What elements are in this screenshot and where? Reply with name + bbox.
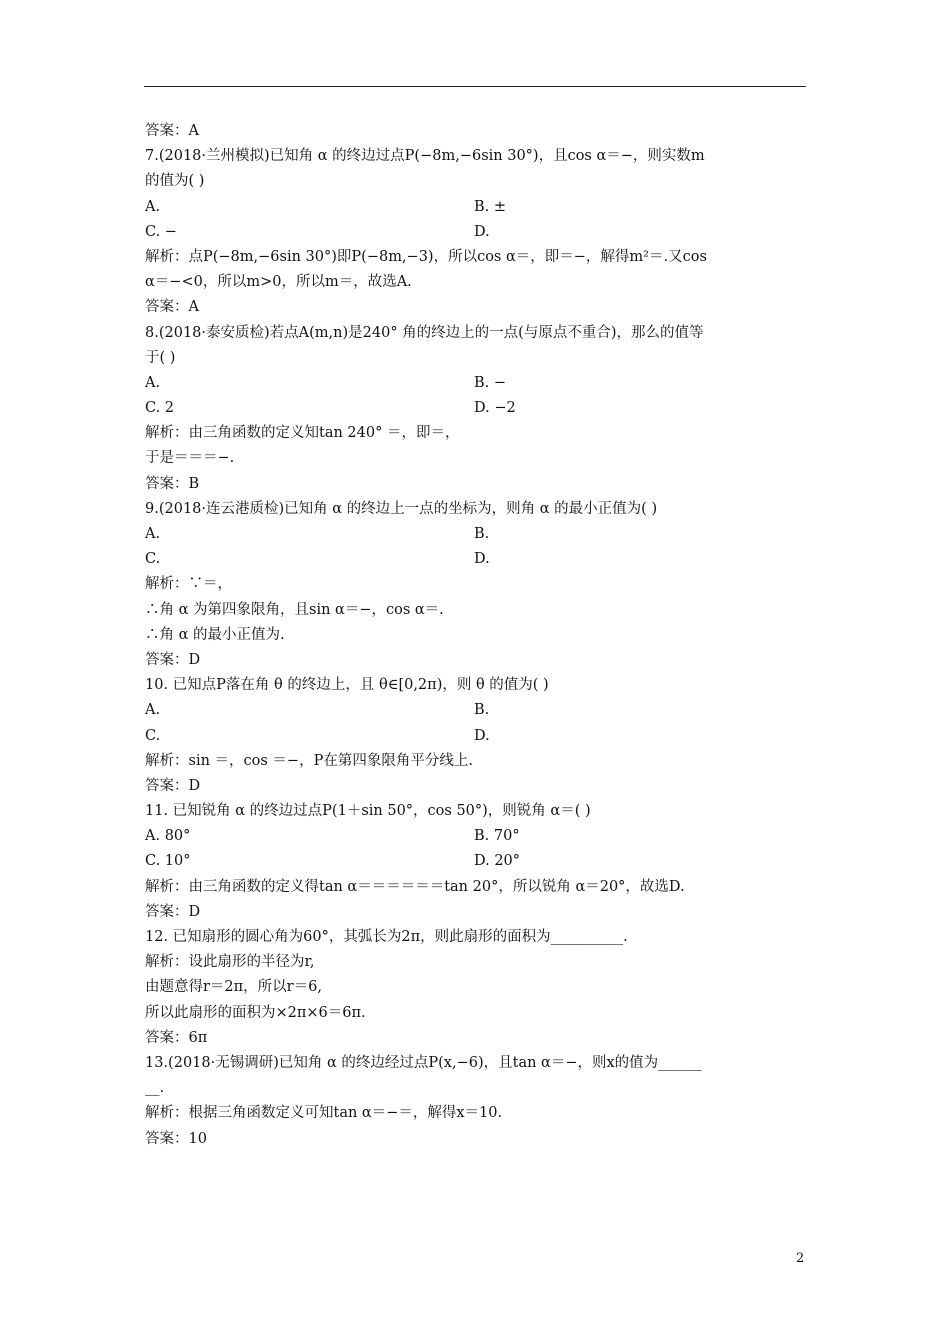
text-line: 于( ) — [145, 349, 176, 366]
document-body — [145, 119, 807, 1152]
text-line: 解析：sin ＝，cos ＝−，P在第四象限角平分线上. — [145, 752, 473, 769]
option-row: A. B. − — [145, 374, 507, 391]
text-line: 所以此扇形的面积为×2π×6＝6π. — [145, 1004, 366, 1021]
text-line: 9.(2018·连云港质检)已知角 α 的终边上一点的坐标为，则角 α 的最小正值为( ) — [145, 500, 658, 517]
option-row: A. B. ± — [145, 198, 507, 215]
text-line: 的值为( ) — [145, 173, 205, 190]
header-rule — [144, 86, 806, 87]
text-line: 解析：由三角函数的定义知tan 240° ＝，即＝， — [145, 425, 460, 442]
text-line: 7.(2018·兰州模拟)已知角 α 的终边过点P(−8m,−6sin 30°)，且cos α＝−，则实数m — [145, 148, 705, 165]
option-row: C. 2 D. −2 — [145, 400, 516, 417]
option-row: C. 10° D. 20° — [145, 853, 521, 870]
text-line: 答案：D — [145, 651, 201, 668]
text-line: 解析：设此扇形的半径为r, — [145, 954, 315, 971]
option-row: C. D. — [145, 727, 490, 744]
option-row: A. 80° B. 70° — [145, 828, 520, 845]
text-line: 8.(2018·泰安质检)若点A(m,n)是240° 角的终边上的一点(与原点不重合)，那么的值等 — [145, 324, 704, 341]
option-row: C. − D. — [145, 223, 490, 240]
text-line: 10. 已知点P落在角 θ 的终边上，且 θ∈[0,2π)，则 θ 的值为( ) — [145, 677, 549, 694]
text-line: ∴角 α 的最小正值为. — [145, 626, 285, 643]
text-line: 答案：B — [145, 475, 200, 492]
text-line: 12. 已知扇形的圆心角为60°，其弧长为2π，则此扇形的面积为__________. — [145, 929, 628, 945]
text-line: 解析：∵＝， — [145, 576, 232, 593]
text-line: 答案：A — [145, 123, 199, 139]
page-number: 2 — [796, 1251, 805, 1266]
text-line: 解析：根据三角函数定义可知tan α＝−＝，解得x＝10. — [145, 1105, 503, 1122]
text-line: 答案：D — [145, 777, 201, 794]
text-line: α＝−<0，所以m>0，所以m＝，故选A. — [145, 274, 412, 291]
text-line: 由题意得r＝2π，所以r＝6, — [145, 979, 322, 996]
text-line: 解析：点P(−8m,−6sin 30°)即P(−8m,−3)，所以cos α＝，即＝−，解得m²＝.又cos — [145, 248, 707, 265]
text-line: 答案：6π — [145, 1029, 208, 1046]
option-row: C. D. — [145, 551, 490, 568]
text-line: 于是＝＝＝−. — [145, 450, 235, 467]
option-row: A. B. — [145, 526, 490, 542]
text-line: __. — [145, 1080, 165, 1097]
text-line: 13.(2018·无锡调研)已知角 α 的终边经过点P(x,−6)，且tan α＝−，则x的值为______ — [145, 1054, 702, 1071]
text-line: 答案：A — [145, 299, 199, 316]
text-line: 11. 已知锐角 α 的终边过点P(1＋sin 50°，cos 50°)，则锐角 α＝( ) — [145, 803, 591, 820]
option-row: A. B. — [145, 702, 490, 719]
text-line: ∴角 α 为第四象限角，且sin α＝−，cos α＝. — [145, 601, 444, 618]
text-line: 答案：10 — [145, 1130, 207, 1147]
text-line: 解析：由三角函数的定义得tan α＝＝＝＝＝＝tan 20°，所以锐角 α＝20°，故选D. — [145, 878, 685, 895]
text-line: 答案：D — [145, 903, 201, 920]
